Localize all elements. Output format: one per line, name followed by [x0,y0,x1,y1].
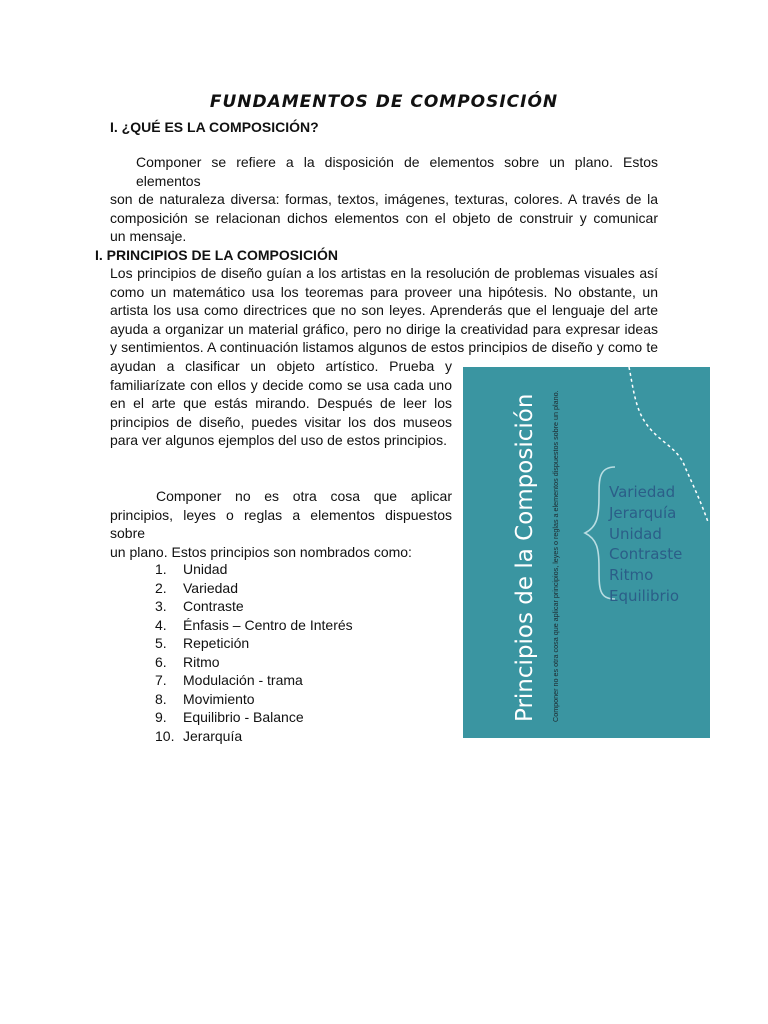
list-number: 10. [155,727,175,744]
list-number: 1. [155,561,167,577]
paragraph-line: son de naturaleza diversa: formas, textos, imágenes, texturas, colores. A través de la [110,191,658,208]
list-number: 4. [155,616,167,633]
poster-items [609,482,682,607]
list-item [155,708,353,727]
list-number: 3. [155,598,167,614]
list-item [155,671,353,690]
paragraph-line: Componer no es otra cosa que aplicar [156,488,452,504]
list-item [155,653,353,672]
list-number: 5. [155,635,167,651]
list-label: Énfasis – Centro de Interés [183,616,353,633]
paragraph-line: familiarízate con ellos y decide como se usa cada uno [110,376,452,393]
list-item [155,634,353,653]
paragraph-line: principios, leyes o reglas a elementos dispuestos sobre [110,506,452,542]
paragraph-line: un mensaje. [110,228,187,245]
poster-title: Principios de la Composición [512,393,538,722]
list-label: Modulación - trama [183,672,303,688]
poster-item: Variedad [609,483,676,501]
list-item [155,727,353,746]
paragraph-line: Componer se refiere a la disposición de elementos sobre un plano. Estos elementos [136,154,658,189]
list-label: Repetición [183,635,250,651]
paragraph-line: composición se relacionan dichos elementos con el objeto de construir y comunicar [110,209,658,226]
section2-heading: I. PRINCIPIOS DE LA COMPOSICIÓN [95,247,338,263]
section1-paragraph [110,153,658,246]
poster-item: Contraste [609,545,683,564]
paragraph-line: ayuda a organizar un material gráfico, pero no dirige la creatividad para expresar ideas [110,320,658,337]
list-item [155,579,353,598]
list-number: 2. [155,579,167,596]
document-title: FUNDAMENTOS DE COMPOSICIÓN [209,92,559,112]
list-label: Contraste [183,598,244,614]
list-label: Movimiento [183,690,255,707]
list-number: 9. [155,709,167,725]
paragraph-line: ayudan a clasificar un objeto artístico. Prueba y [110,358,452,374]
poster-item: Jerarquía [609,503,677,522]
paragraph-line: un plano. Estos principios son nombrados como: [110,543,412,560]
paragraph-line: Los principios de diseño guían a los artistas en la resolución de problemas visuales así [110,265,658,281]
paragraph-line: artista los usa como directrices que no son leyes. Aprenderás que el lenguaje del arte [110,302,658,319]
list-label: Variedad [183,579,239,596]
paragraph-line: y sentimientos. A continuación listamos algunos de estos principios de diseño y como te [110,339,658,356]
list-number: 8. [155,690,167,707]
principles-list [155,560,353,745]
section2-paragraph [110,264,658,357]
list-label: Unidad [183,561,228,577]
section1-heading: I. ¿QUÉ ES LA COMPOSICIÓN? [110,119,319,135]
list-item [155,597,353,616]
list-item [155,690,353,709]
intro-paragraph [110,487,452,561]
poster-item: Equilibrio [609,586,680,605]
list-item [155,560,353,579]
poster-item: Unidad [609,524,662,543]
list-item [155,616,353,635]
section2-paragraph-narrow [110,357,452,450]
paragraph-line: en el arte que estás mirando. Después de leer los [110,395,452,412]
list-label: Jerarquía [183,727,243,744]
list-number: 6. [155,653,167,670]
paragraph-line: para ver algunos ejemplos del uso de estos principios. [110,432,447,449]
list-number: 7. [155,672,167,688]
paragraph-line: como un matemático usa los teoremas para proveer una hipótesis. No obstante, un [110,283,658,300]
poster-subtitle: Componer no es otra cosa que aplicar principios, leyes o reglas a elementos dispuestos sobre un plano. [551,390,560,722]
list-label: Equilibrio - Balance [183,709,304,725]
paragraph-line: principios de diseño, puedes visitar los dos museos [110,413,452,430]
poster-item: Ritmo [609,566,654,585]
list-label: Ritmo [183,653,220,670]
